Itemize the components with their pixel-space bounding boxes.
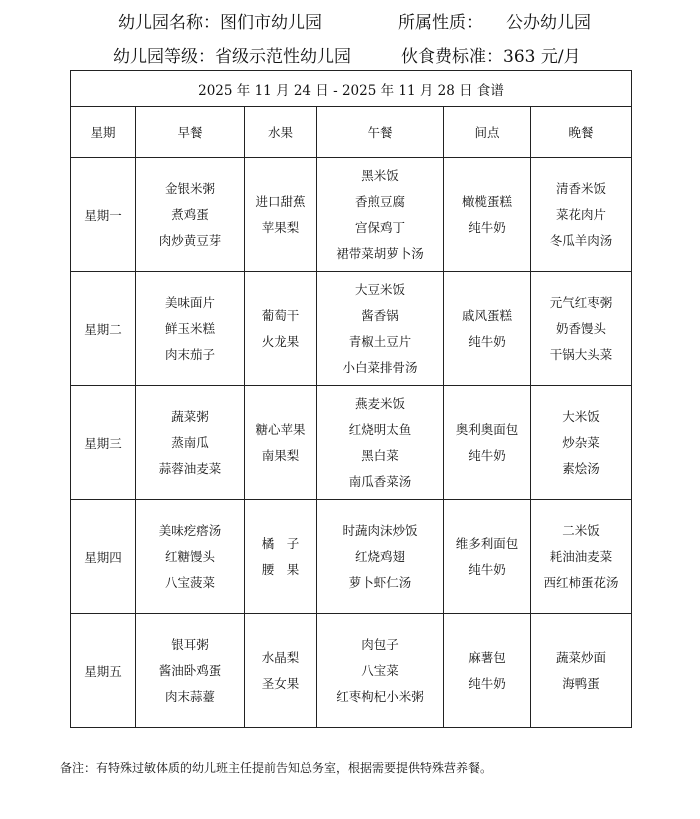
breakfast-cell xyxy=(136,500,245,614)
day-cell: 星期三 xyxy=(71,386,136,500)
dinner-cell xyxy=(531,386,632,500)
column-header-day: 星期 xyxy=(71,107,136,158)
menu-item: 红糖馒头 xyxy=(164,548,215,564)
menu-item: 奶香馒头 xyxy=(556,320,607,336)
table-row xyxy=(71,386,632,500)
menu-item: 戚风蛋糕 xyxy=(461,307,512,323)
day-cell: 星期一 xyxy=(71,158,136,272)
menu-item: 圣女果 xyxy=(261,675,300,691)
fruit-cell xyxy=(245,500,317,614)
menu-item: 南果梨 xyxy=(261,447,300,463)
fruit-cell xyxy=(245,386,317,500)
dinner-cell xyxy=(531,614,632,728)
menu-item: 水晶梨 xyxy=(261,649,300,665)
lunch-cell xyxy=(317,614,444,728)
dinner-cell xyxy=(531,158,632,272)
menu-item: 燕麦米饭 xyxy=(354,395,405,411)
day-cell: 星期五 xyxy=(71,614,136,728)
menu-item: 元气红枣粥 xyxy=(549,294,613,310)
dinner-cell xyxy=(531,272,632,386)
footnote: 备注：有特殊过敏体质的幼儿班主任提前告知总务室，根据需要提供特殊营养餐。 xyxy=(60,761,493,775)
menu-item: 美味面片 xyxy=(164,294,215,310)
menu-item: 纯牛奶 xyxy=(468,675,506,691)
lunch-cell xyxy=(317,158,444,272)
menu-item: 菜花肉片 xyxy=(556,206,607,222)
snack-cell xyxy=(444,386,531,500)
menu-item: 大米饭 xyxy=(562,408,600,424)
menu-item: 炒杂菜 xyxy=(562,434,600,450)
snack-cell xyxy=(444,614,531,728)
menu-item: 小白菜排骨汤 xyxy=(342,359,418,375)
menu-item: 冬瓜羊肉汤 xyxy=(549,232,613,248)
menu-item: 蒸南瓜 xyxy=(171,434,209,450)
menu-item: 蔬菜粥 xyxy=(171,408,209,424)
menu-item: 二米饭 xyxy=(562,522,600,538)
menu-item: 红烧鸡翅 xyxy=(354,548,405,564)
snack-cell xyxy=(444,500,531,614)
ownership-value: 公办幼儿园 xyxy=(506,13,591,33)
menu-item: 南瓜香菜汤 xyxy=(348,473,412,489)
menu-item: 大豆米饭 xyxy=(354,281,405,297)
day-cell: 星期四 xyxy=(71,500,136,614)
dinner-cell xyxy=(531,500,632,614)
menu-item: 火龙果 xyxy=(261,333,300,349)
menu-item: 麻薯包 xyxy=(468,649,506,665)
lunch-cell xyxy=(317,500,444,614)
menu-caption: 2025 年 11 月 24 日 - 2025 年 11 月 28 日 食谱 xyxy=(71,71,632,107)
lunch-cell xyxy=(317,272,444,386)
breakfast-cell xyxy=(136,158,245,272)
breakfast-cell xyxy=(136,614,245,728)
menu-item: 八宝菜 xyxy=(361,662,399,678)
fruit-cell xyxy=(245,272,317,386)
menu-item: 美味疙瘩汤 xyxy=(158,522,222,538)
table-row xyxy=(71,272,632,386)
menu-item: 肉炒黄豆芽 xyxy=(158,232,222,248)
menu-item: 煮鸡蛋 xyxy=(171,206,209,222)
menu-item: 肉末蒜薹 xyxy=(164,688,215,704)
menu-item: 海鸭蛋 xyxy=(562,675,600,691)
menu-item: 金银米粥 xyxy=(164,180,215,196)
column-header-row xyxy=(71,107,632,158)
menu-item: 橘 子 xyxy=(261,535,300,551)
snack-cell xyxy=(444,272,531,386)
menu-item: 裙带菜胡萝卜汤 xyxy=(336,245,424,261)
menu-item: 纯牛奶 xyxy=(468,333,506,349)
menu-item: 萝卜虾仁汤 xyxy=(348,574,412,590)
menu-item: 橄榄蛋糕 xyxy=(461,193,512,209)
menu-item: 干锅大头菜 xyxy=(549,346,613,362)
menu-item: 酱香锅 xyxy=(361,307,399,323)
ownership-label: 所属性质： xyxy=(398,13,483,33)
breakfast-cell xyxy=(136,272,245,386)
menu-item: 葡萄干 xyxy=(261,307,300,323)
kindergarten-name: 幼儿园名称：图们市幼儿园 xyxy=(118,13,322,33)
fruit-cell xyxy=(245,614,317,728)
menu-table xyxy=(70,70,632,728)
kindergarten-level: 幼儿园等级：省级示范性幼儿园 xyxy=(113,47,351,67)
menu-item: 清香米饭 xyxy=(556,180,607,196)
menu-item: 进口甜蕉 xyxy=(255,193,306,209)
meal-fee: 伙食费标准：363 元/月 xyxy=(401,47,581,67)
menu-item: 宫保鸡丁 xyxy=(354,219,405,235)
menu-item: 耗油油麦菜 xyxy=(549,548,613,564)
menu-item: 肉包子 xyxy=(361,636,399,652)
day-cell: 星期二 xyxy=(71,272,136,386)
menu-item: 红枣枸杞小米粥 xyxy=(336,688,424,704)
snack-cell xyxy=(444,158,531,272)
menu-item: 黑白菜 xyxy=(361,447,399,463)
column-header-breakfast: 早餐 xyxy=(136,107,245,158)
menu-item: 糖心苹果 xyxy=(255,421,306,437)
menu-item: 奥利奥面包 xyxy=(455,421,519,437)
menu-item: 黑米饭 xyxy=(361,167,399,183)
menu-item: 鲜玉米糕 xyxy=(164,320,215,336)
menu-item: 腰 果 xyxy=(261,561,300,577)
column-header-snack: 间点 xyxy=(444,107,531,158)
menu-item: 素烩汤 xyxy=(562,460,600,476)
menu-item: 纯牛奶 xyxy=(468,219,506,235)
table-row xyxy=(71,158,632,272)
menu-item: 维多利面包 xyxy=(455,535,519,551)
menu-item: 红烧明太鱼 xyxy=(348,421,412,437)
column-header-lunch: 午餐 xyxy=(317,107,444,158)
lunch-cell xyxy=(317,386,444,500)
menu-item: 蔬菜炒面 xyxy=(556,649,607,665)
menu-item: 西红柿蛋花汤 xyxy=(543,574,619,590)
table-row xyxy=(71,614,632,728)
menu-item: 纯牛奶 xyxy=(468,447,506,463)
fruit-cell xyxy=(245,158,317,272)
menu-item: 银耳粥 xyxy=(171,636,209,652)
menu-item: 八宝菠菜 xyxy=(164,574,215,590)
breakfast-cell xyxy=(136,386,245,500)
menu-item: 时蔬肉沫炒饭 xyxy=(342,522,418,538)
menu-item: 酱油卧鸡蛋 xyxy=(158,662,222,678)
table-row xyxy=(71,500,632,614)
column-header-dinner: 晚餐 xyxy=(531,107,632,158)
menu-item: 蒜蓉油麦菜 xyxy=(158,460,222,476)
menu-item: 青椒土豆片 xyxy=(348,333,412,349)
menu-item: 肉末茄子 xyxy=(164,346,215,362)
column-header-fruit: 水果 xyxy=(245,107,317,158)
menu-item: 香煎豆腐 xyxy=(354,193,405,209)
menu-item: 苹果梨 xyxy=(261,219,300,235)
menu-item: 纯牛奶 xyxy=(468,561,506,577)
